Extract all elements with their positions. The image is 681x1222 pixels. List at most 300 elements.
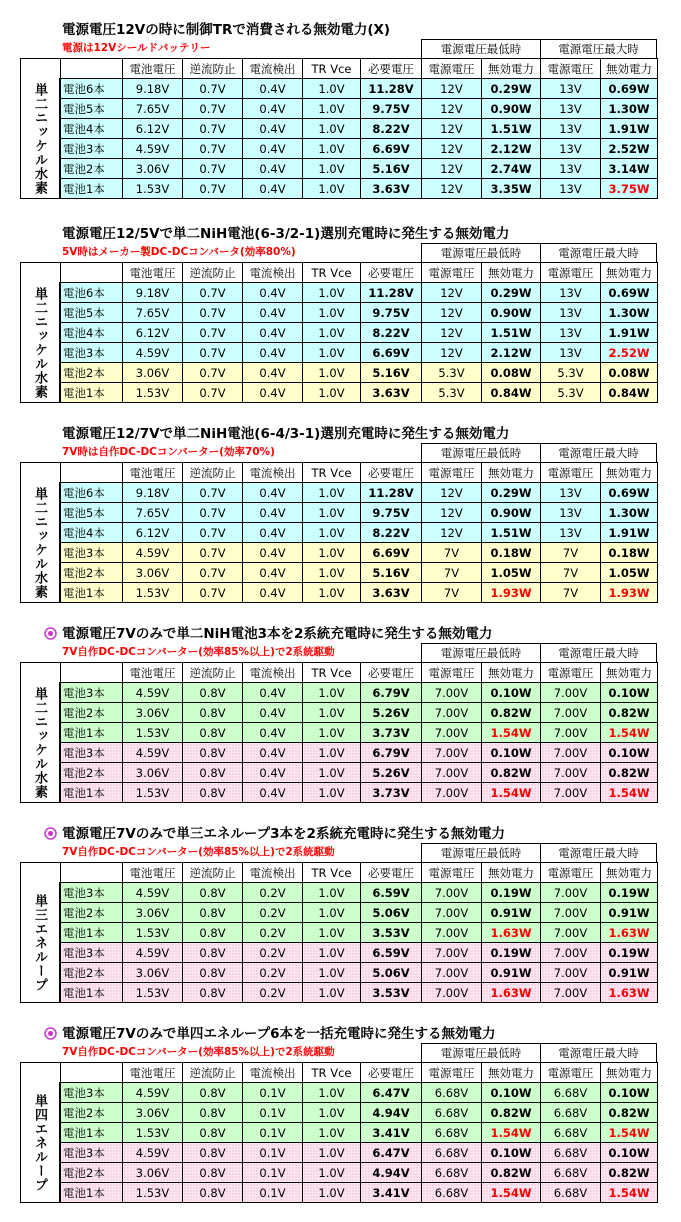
value-cell: 7V [541, 583, 601, 603]
value-cell: 6.68V [422, 1183, 482, 1203]
table-row [61, 743, 658, 763]
battery-count-cell: 電池1本 [61, 179, 123, 199]
value-cell: 13V [541, 119, 601, 139]
value-cell: 2.74W [482, 159, 541, 179]
table-row [61, 79, 658, 99]
value-cell: 7.00V [541, 883, 601, 903]
value-cell: 1.0V [303, 1123, 361, 1143]
column-header: 電源電圧 [541, 59, 601, 79]
value-cell: 0.19W [601, 943, 658, 963]
value-cell: 0.4V [243, 159, 303, 179]
value-cell: 0.4V [243, 563, 303, 583]
value-cell: 0.18W [601, 543, 658, 563]
value-cell: 0.4V [243, 763, 303, 783]
value-cell: 0.91W [482, 963, 541, 983]
column-header-blank [61, 263, 123, 283]
low-voltage-header: 電源電圧最低時 [421, 843, 541, 863]
value-cell: 0.7V [183, 523, 243, 543]
battery-count-cell: 電池3本 [61, 943, 123, 963]
value-cell: 4.59V [123, 943, 183, 963]
value-cell: 12V [422, 323, 482, 343]
value-cell: 12V [422, 179, 482, 199]
battery-count-cell: 電池4本 [61, 119, 123, 139]
value-cell: 1.30W [601, 99, 658, 119]
value-cell: 3.06V [123, 159, 183, 179]
value-cell: 1.53V [123, 983, 183, 1003]
value-cell: 0.82W [482, 1163, 541, 1183]
value-cell: 13V [541, 283, 601, 303]
value-cell: 6.68V [422, 1143, 482, 1163]
column-header: 電源電圧 [422, 59, 482, 79]
value-cell: 7.00V [422, 943, 482, 963]
value-cell: 0.82W [482, 763, 541, 783]
value-cell: 6.69V [361, 543, 422, 563]
value-cell: 1.51W [482, 523, 541, 543]
value-cell: 0.1V [243, 1183, 303, 1203]
value-cell: 0.29W [482, 79, 541, 99]
value-cell: 0.8V [183, 723, 243, 743]
section-subtitle: 電源は12Vシールドバッテリー [62, 42, 211, 54]
value-cell: 7.00V [541, 903, 601, 923]
column-header: 無効電力 [601, 1063, 658, 1083]
target-bullet-icon [44, 825, 57, 838]
value-cell: 1.0V [303, 963, 361, 983]
value-cell: 8.22V [361, 323, 422, 343]
value-cell: 0.08W [601, 363, 658, 383]
high-voltage-header: 電源電圧最大時 [540, 1043, 657, 1063]
value-cell: 11.28V [361, 283, 422, 303]
value-cell: 0.1V [243, 1163, 303, 1183]
value-cell: 3.41V [361, 1183, 422, 1203]
column-header: 電源電圧 [541, 263, 601, 283]
table-row [61, 1083, 658, 1103]
value-cell: 6.79V [361, 743, 422, 763]
battery-count-cell: 電池2本 [61, 763, 123, 783]
table-row [61, 1143, 658, 1163]
table-row [61, 883, 658, 903]
table-row [61, 903, 658, 923]
table-row [61, 483, 658, 503]
column-header: 電源電圧 [541, 663, 601, 683]
value-cell: 3.06V [123, 1163, 183, 1183]
section-title: 電源電圧7Vのみで単二NiH電池3本を2系統充電時に発生する無効電力 [62, 626, 493, 642]
value-cell: 6.47V [361, 1143, 422, 1163]
column-header: 電源電圧 [422, 663, 482, 683]
column-header: 電源電圧 [422, 1063, 482, 1083]
column-header: 必要電圧 [361, 463, 422, 483]
value-cell: 1.53V [123, 1123, 183, 1143]
value-cell: 7.00V [422, 683, 482, 703]
value-cell: 0.69W [601, 283, 658, 303]
battery-count-cell: 電池5本 [61, 303, 123, 323]
column-header-row [61, 863, 658, 883]
table-row [61, 943, 658, 963]
column-header: 逆流防止 [183, 263, 243, 283]
value-cell: 0.8V [183, 1123, 243, 1143]
value-cell: 4.59V [123, 543, 183, 563]
value-cell: 13V [541, 503, 601, 523]
value-cell: 1.0V [303, 99, 361, 119]
battery-count-cell: 電池1本 [61, 723, 123, 743]
column-header: 電流検出 [243, 463, 303, 483]
data-table [60, 862, 658, 1003]
value-cell: 6.12V [123, 119, 183, 139]
value-cell: 0.1V [243, 1123, 303, 1143]
value-cell: 1.54W [601, 723, 658, 743]
value-cell: 0.7V [183, 543, 243, 563]
high-voltage-header: 電源電圧最大時 [540, 643, 657, 663]
battery-count-cell: 電池1本 [61, 583, 123, 603]
value-cell: 1.51W [482, 323, 541, 343]
value-cell: 1.05W [482, 563, 541, 583]
table-row [61, 383, 658, 403]
value-cell: 0.91W [601, 963, 658, 983]
value-cell: 0.19W [482, 883, 541, 903]
battery-count-cell: 電池3本 [61, 139, 123, 159]
table-row [61, 179, 658, 199]
column-header: 電流検出 [243, 263, 303, 283]
value-cell: 1.53V [123, 383, 183, 403]
low-voltage-header: 電源電圧最低時 [421, 1043, 541, 1063]
value-cell: 0.8V [183, 903, 243, 923]
value-cell: 3.06V [123, 703, 183, 723]
value-cell: 0.2V [243, 903, 303, 923]
value-cell: 9.75V [361, 99, 422, 119]
value-cell: 5.16V [361, 563, 422, 583]
battery-count-cell: 電池2本 [61, 159, 123, 179]
value-cell: 12V [422, 483, 482, 503]
value-cell: 0.7V [183, 159, 243, 179]
value-cell: 7V [422, 543, 482, 563]
value-cell: 7V [422, 583, 482, 603]
value-cell: 6.68V [422, 1103, 482, 1123]
value-cell: 12V [422, 79, 482, 99]
value-cell: 9.18V [123, 283, 183, 303]
value-cell: 12V [422, 99, 482, 119]
value-cell: 0.1V [243, 1143, 303, 1163]
value-cell: 1.54W [482, 1123, 541, 1143]
value-cell: 1.0V [303, 303, 361, 323]
value-cell: 1.0V [303, 383, 361, 403]
low-voltage-header: 電源電圧最低時 [421, 443, 541, 463]
value-cell: 1.0V [303, 983, 361, 1003]
value-cell: 3.06V [123, 563, 183, 583]
value-cell: 0.82W [601, 703, 658, 723]
battery-type-text: 単二ニッケル水素 [32, 486, 47, 599]
value-cell: 7.00V [541, 983, 601, 1003]
value-cell: 1.0V [303, 903, 361, 923]
value-cell: 7.00V [541, 943, 601, 963]
value-cell: 1.0V [303, 139, 361, 159]
table-row [61, 963, 658, 983]
table-row [61, 783, 658, 803]
section-subtitle: 7V自作DC-DCコンバーター(効率85%以上)で2系統駆動 [62, 1046, 335, 1058]
battery-type-text: 単四エネループ [32, 1093, 47, 1192]
section-title: 電源電圧7Vのみで単四エネループ6本を一括充電時に発生する無効電力 [62, 1026, 496, 1042]
column-header: 無効電力 [482, 663, 541, 683]
value-cell: 1.0V [303, 683, 361, 703]
high-voltage-header: 電源電圧最大時 [540, 443, 657, 463]
battery-type-text: 単二ニッケル水素 [32, 82, 47, 195]
value-cell: 7.00V [422, 963, 482, 983]
battery-count-cell: 電池2本 [61, 963, 123, 983]
value-cell: 7.00V [422, 923, 482, 943]
value-cell: 3.41V [361, 1123, 422, 1143]
table-row [61, 983, 658, 1003]
value-cell: 0.7V [183, 323, 243, 343]
value-cell: 4.59V [123, 343, 183, 363]
value-cell: 0.69W [601, 79, 658, 99]
value-cell: 0.10W [601, 1143, 658, 1163]
battery-count-cell: 電池3本 [61, 683, 123, 703]
value-cell: 6.47V [361, 1083, 422, 1103]
column-header: TR Vce [303, 863, 361, 883]
table-row [61, 323, 658, 343]
value-cell: 13V [541, 139, 601, 159]
value-cell: 0.4V [243, 543, 303, 563]
value-cell: 4.59V [123, 139, 183, 159]
value-cell: 3.75W [601, 179, 658, 199]
column-header: 必要電圧 [361, 663, 422, 683]
column-header-blank [61, 463, 123, 483]
value-cell: 0.10W [601, 683, 658, 703]
battery-count-cell: 電池5本 [61, 503, 123, 523]
column-header: 無効電力 [482, 1063, 541, 1083]
battery-count-cell: 電池5本 [61, 99, 123, 119]
battery-count-cell: 電池3本 [61, 1083, 123, 1103]
value-cell: 1.54W [601, 1123, 658, 1143]
column-header: 無効電力 [601, 463, 658, 483]
high-voltage-header: 電源電圧最大時 [540, 243, 657, 263]
value-cell: 12V [422, 343, 482, 363]
value-cell: 0.82W [482, 703, 541, 723]
value-cell: 13V [541, 79, 601, 99]
value-cell: 1.93W [601, 583, 658, 603]
section-title: 電源電圧7Vのみで単三エネループ3本を2系統充電時に発生する無効電力 [62, 826, 505, 842]
table-row [61, 99, 658, 119]
value-cell: 0.4V [243, 303, 303, 323]
value-cell: 1.91W [601, 119, 658, 139]
table-section [0, 1022, 681, 1222]
table-row [61, 283, 658, 303]
column-header: 電流検出 [243, 59, 303, 79]
section-title: 電源電圧12Vの時に制御TRで消費される無効電力(X) [62, 22, 391, 38]
column-header: 無効電力 [601, 59, 658, 79]
value-cell: 6.59V [361, 883, 422, 903]
column-header: 電流検出 [243, 863, 303, 883]
value-cell: 7.00V [541, 763, 601, 783]
value-cell: 0.7V [183, 503, 243, 523]
value-cell: 5.26V [361, 703, 422, 723]
value-cell: 11.28V [361, 79, 422, 99]
value-cell: 7.00V [422, 763, 482, 783]
value-cell: 1.0V [303, 743, 361, 763]
value-cell: 3.06V [123, 903, 183, 923]
column-header: 逆流防止 [183, 59, 243, 79]
value-cell: 6.68V [541, 1103, 601, 1123]
value-cell: 1.0V [303, 79, 361, 99]
value-cell: 7V [541, 543, 601, 563]
battery-count-cell: 電池2本 [61, 1103, 123, 1123]
value-cell: 0.4V [243, 523, 303, 543]
column-header-row [61, 1063, 658, 1083]
value-cell: 0.7V [183, 283, 243, 303]
table-row [61, 159, 658, 179]
column-header: 電源電圧 [541, 1063, 601, 1083]
value-cell: 1.0V [303, 1083, 361, 1103]
battery-count-cell: 電池6本 [61, 483, 123, 503]
value-cell: 0.10W [482, 743, 541, 763]
value-cell: 7.65V [123, 303, 183, 323]
value-cell: 4.59V [123, 1083, 183, 1103]
table-row [61, 763, 658, 783]
value-cell: 8.22V [361, 119, 422, 139]
value-cell: 2.52W [601, 343, 658, 363]
column-header: 必要電圧 [361, 1063, 422, 1083]
column-header: 電源電圧 [422, 463, 482, 483]
value-cell: 12V [422, 503, 482, 523]
value-cell: 6.12V [123, 323, 183, 343]
section-title: 電源電圧12/5Vで単二NiH電池(6-3/2-1)選別充電時に発生する無効電力 [62, 226, 510, 242]
value-cell: 1.54W [482, 783, 541, 803]
value-cell: 0.7V [183, 79, 243, 99]
value-cell: 3.06V [123, 963, 183, 983]
value-cell: 5.06V [361, 963, 422, 983]
value-cell: 0.29W [482, 483, 541, 503]
value-cell: 6.68V [541, 1183, 601, 1203]
battery-count-cell: 電池4本 [61, 323, 123, 343]
column-header: 電源電圧 [422, 263, 482, 283]
value-cell: 3.63V [361, 583, 422, 603]
value-cell: 1.0V [303, 1143, 361, 1163]
value-cell: 0.91W [601, 903, 658, 923]
column-header: 電源電圧 [541, 863, 601, 883]
value-cell: 5.16V [361, 363, 422, 383]
value-cell: 0.69W [601, 483, 658, 503]
value-cell: 1.0V [303, 703, 361, 723]
value-cell: 1.54W [601, 783, 658, 803]
value-cell: 13V [541, 523, 601, 543]
value-cell: 0.8V [183, 763, 243, 783]
value-cell: 0.7V [183, 99, 243, 119]
value-cell: 1.0V [303, 1163, 361, 1183]
column-header: 電源電圧 [541, 463, 601, 483]
value-cell: 4.59V [123, 743, 183, 763]
value-cell: 2.12W [482, 139, 541, 159]
value-cell: 7.00V [422, 723, 482, 743]
value-cell: 0.19W [482, 943, 541, 963]
column-header: 電池電圧 [123, 263, 183, 283]
value-cell: 6.68V [541, 1163, 601, 1183]
value-cell: 1.53V [123, 783, 183, 803]
value-cell: 0.82W [482, 1103, 541, 1123]
value-cell: 1.63W [601, 923, 658, 943]
value-cell: 7V [422, 563, 482, 583]
value-cell: 6.59V [361, 943, 422, 963]
value-cell: 1.53V [123, 583, 183, 603]
section-subtitle: 7V自作DC-DCコンバーター(効率85%以上)で2系統駆動 [62, 846, 335, 858]
section-title: 電源電圧12/7Vで単二NiH電池(6-4/3-1)選別充電時に発生する無効電力 [62, 426, 510, 442]
value-cell: 1.0V [303, 583, 361, 603]
value-cell: 1.54W [482, 723, 541, 743]
value-cell: 7.00V [541, 783, 601, 803]
value-cell: 0.4V [243, 323, 303, 343]
column-header: 電池電圧 [123, 1063, 183, 1083]
value-cell: 1.0V [303, 119, 361, 139]
value-cell: 7.00V [422, 743, 482, 763]
value-cell: 13V [541, 323, 601, 343]
value-cell: 0.7V [183, 179, 243, 199]
value-cell: 0.4V [243, 99, 303, 119]
value-cell: 0.08W [482, 363, 541, 383]
value-cell: 1.51W [482, 119, 541, 139]
value-cell: 0.4V [243, 139, 303, 159]
value-cell: 5.3V [541, 383, 601, 403]
value-cell: 12V [422, 119, 482, 139]
value-cell: 7.00V [541, 703, 601, 723]
value-cell: 7.00V [541, 923, 601, 943]
battery-count-cell: 電池1本 [61, 1183, 123, 1203]
value-cell: 9.75V [361, 303, 422, 323]
value-cell: 1.53V [123, 1183, 183, 1203]
value-cell: 0.8V [183, 703, 243, 723]
value-cell: 9.75V [361, 503, 422, 523]
table-row [61, 1183, 658, 1203]
value-cell: 12V [422, 139, 482, 159]
table-row [61, 703, 658, 723]
value-cell: 7.00V [422, 783, 482, 803]
battery-count-cell: 電池4本 [61, 523, 123, 543]
value-cell: 7.00V [541, 723, 601, 743]
value-cell: 4.59V [123, 883, 183, 903]
value-cell: 0.7V [183, 139, 243, 159]
value-cell: 13V [541, 303, 601, 323]
value-cell: 0.8V [183, 963, 243, 983]
value-cell: 12V [422, 283, 482, 303]
value-cell: 0.7V [183, 363, 243, 383]
target-bullet-icon [44, 1025, 57, 1038]
table-row [61, 119, 658, 139]
battery-count-cell: 電池2本 [61, 903, 123, 923]
value-cell: 0.7V [183, 343, 243, 363]
value-cell: 0.2V [243, 963, 303, 983]
value-cell: 7.65V [123, 503, 183, 523]
column-header: 逆流防止 [183, 463, 243, 483]
value-cell: 5.06V [361, 903, 422, 923]
value-cell: 1.0V [303, 1183, 361, 1203]
value-cell: 1.0V [303, 179, 361, 199]
value-cell: 1.0V [303, 783, 361, 803]
table-row [61, 1103, 658, 1123]
value-cell: 9.18V [123, 483, 183, 503]
value-cell: 0.4V [243, 483, 303, 503]
value-cell: 0.29W [482, 283, 541, 303]
value-cell: 0.7V [183, 303, 243, 323]
value-cell: 6.69V [361, 139, 422, 159]
value-cell: 1.0V [303, 283, 361, 303]
value-cell: 1.30W [601, 303, 658, 323]
value-cell: 6.12V [123, 523, 183, 543]
column-header: 無効電力 [482, 263, 541, 283]
value-cell: 3.06V [123, 363, 183, 383]
value-cell: 7.00V [541, 743, 601, 763]
value-cell: 0.8V [183, 883, 243, 903]
value-cell: 1.0V [303, 763, 361, 783]
value-cell: 3.63V [361, 179, 422, 199]
value-cell: 1.0V [303, 723, 361, 743]
value-cell: 0.10W [482, 1143, 541, 1163]
value-cell: 5.16V [361, 159, 422, 179]
